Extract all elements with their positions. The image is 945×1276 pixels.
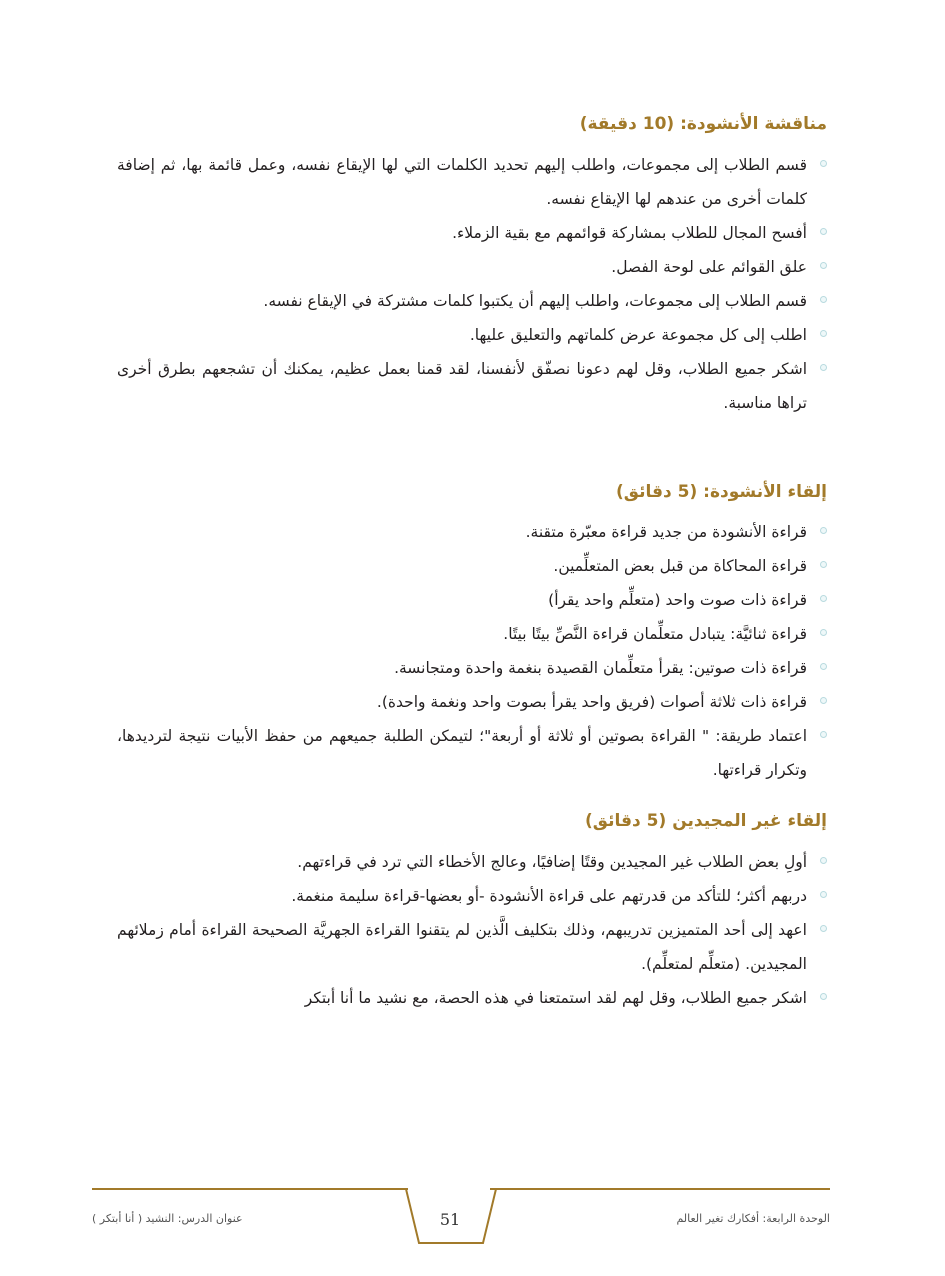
footer-unit-title: الوحدة الرابعة: أفكارك تغير العالم [676, 1212, 830, 1225]
list-item: قراءة ذات صوتين: يقرأ متعلِّمان القصيدة بنغمة واحدة ومتجانسة. [117, 651, 827, 685]
bullet-icon [820, 561, 827, 568]
bullet-icon [820, 857, 827, 864]
section-title-discussion: مناقشة الأنشودة: (10 دقيقة) [579, 114, 827, 134]
bullet-icon [820, 228, 827, 235]
bullet-icon [820, 925, 827, 932]
list-item: قراءة الأنشودة من جديد قراءة معبّرة متقنة. [117, 515, 827, 549]
bullet-icon [820, 527, 827, 534]
bullet-icon [820, 330, 827, 337]
section-title-non-proficient: إلقاء غير المجيدين (5 دقائق) [585, 811, 827, 831]
list-item: اعهد إلى أحد المتميزين تدريبهم، وذلك بتكليف الَّذين لم يتقنوا القراءة الجهريَّة الصحيحة القراءة أمام زملائهم المجيدين. (متعلِّم لمتعلِّم). [117, 913, 827, 981]
list-item: اشكر جميع الطلاب، وقل لهم لقد استمتعنا في هذه الحصة، مع نشيد ما أنا أبتكر [117, 981, 827, 1015]
page-number: 51 [439, 1210, 461, 1229]
bullet-icon [820, 697, 827, 704]
section-title-recitation: إلقاء الأنشودة: (5 دقائق) [616, 482, 827, 502]
bullet-icon [820, 629, 827, 636]
bullet-icon [820, 731, 827, 738]
bullet-icon [820, 663, 827, 670]
footer-lesson-title: عنوان الدرس: النشيد ( أنا أبتكر ) [92, 1212, 243, 1225]
section-list-recitation [117, 515, 827, 787]
bullet-icon [820, 160, 827, 167]
list-item: علق القوائم على لوحة الفصل. [117, 250, 827, 284]
list-item: اعتماد طريقة: " القراءة بصوتين أو ثلاثة أو أربعة"؛ لتيمكن الطلبة جميعهم من حفظ الأبيات نتيجة لترديدها، وتكرار قراءتها. [117, 719, 827, 787]
list-item: اطلب إلى كل مجموعة عرض كلماتهم والتعليق عليها. [117, 318, 827, 352]
section-list-non-proficient [117, 845, 827, 1015]
list-item: أولِ بعض الطلاب غير المجيدين وقتًا إضافيًا، وعالج الأخطاء التي ترد في قراءتهم. [117, 845, 827, 879]
list-item: أفسح المجال للطلاب بمشاركة قوائمهم مع بقية الزملاء. [117, 216, 827, 250]
list-item: قسم الطلاب إلى مجموعات، واطلب إليهم تحديد الكلمات التي لها الإيقاع نفسه، وعمل قائمة بها، ثم إضافة كلمات أخرى من عندهم لها الإيقاع نفسه. [117, 148, 827, 216]
bullet-icon [820, 296, 827, 303]
bullet-icon [820, 595, 827, 602]
footer-rule-right [490, 1188, 830, 1190]
bullet-icon [820, 364, 827, 371]
list-item: قسم الطلاب إلى مجموعات، واطلب إليهم أن يكتبوا كلمات مشتركة في الإيقاع نفسه. [117, 284, 827, 318]
bullet-icon [820, 993, 827, 1000]
bullet-icon [820, 262, 827, 269]
footer-rule-left [92, 1188, 408, 1190]
list-item: قراءة ذات صوت واحد (متعلِّم واحد يقرأ) [117, 583, 827, 617]
list-item: اشكر جميع الطلاب، وقل لهم دعونا نصفّق لأنفسنا، لقد قمنا بعمل عظيم، يمكنك أن تشجعهم بطرق أخرى تراها مناسبة. [117, 352, 827, 420]
list-item: قراءة ذات ثلاثة أصوات (فريق واحد يقرأ بصوت واحد ونغمة واحدة). [117, 685, 827, 719]
list-item: دربهم أكثر؛ للتأكد من قدرتهم على قراءة الأنشودة -أو بعضها-قراءة سليمة منغمة. [117, 879, 827, 913]
section-list-discussion [117, 148, 827, 420]
list-item: قراءة المحاكاة من قبل بعض المتعلِّمين. [117, 549, 827, 583]
bullet-icon [820, 891, 827, 898]
list-item: قراءة ثنائيَّة: يتبادل متعلِّمان قراءة النَّصِّ بيتًا بيتًا. [117, 617, 827, 651]
